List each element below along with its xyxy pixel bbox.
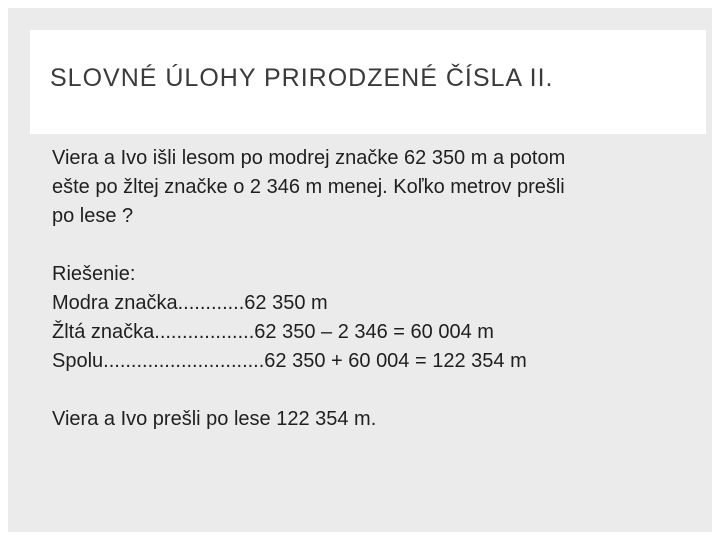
- solution-block: [52, 260, 692, 376]
- title-box: [30, 30, 706, 134]
- solution-line: Spolu.............................62 350 + 60 004 = 122 354 m: [52, 350, 527, 372]
- solution-line: Žltá značka..................62 350 – 2 346 = 60 004 m: [52, 321, 494, 343]
- answer-line: Viera a Ivo prešli po lese 122 354 m.: [52, 408, 377, 430]
- answer-text: [52, 405, 692, 434]
- spacer: [52, 231, 692, 260]
- problem-text: [52, 144, 692, 231]
- slide-title: SLOVNÉ ÚLOHY PRIRODZENÉ ČÍSLA II.: [50, 64, 554, 92]
- problem-line: ešte po žltej značke o 2 346 m menej. Koľko metrov prešli: [52, 176, 565, 198]
- problem-line: po lese ?: [52, 205, 134, 227]
- spacer: [52, 376, 692, 405]
- slide-body: [52, 144, 692, 434]
- solution-line: Modra značka............62 350 m: [52, 292, 328, 314]
- solution-heading: Riešenie:: [52, 263, 136, 285]
- problem-line: Viera a Ivo išli lesom po modrej značke 62 350 m a potom: [52, 147, 566, 169]
